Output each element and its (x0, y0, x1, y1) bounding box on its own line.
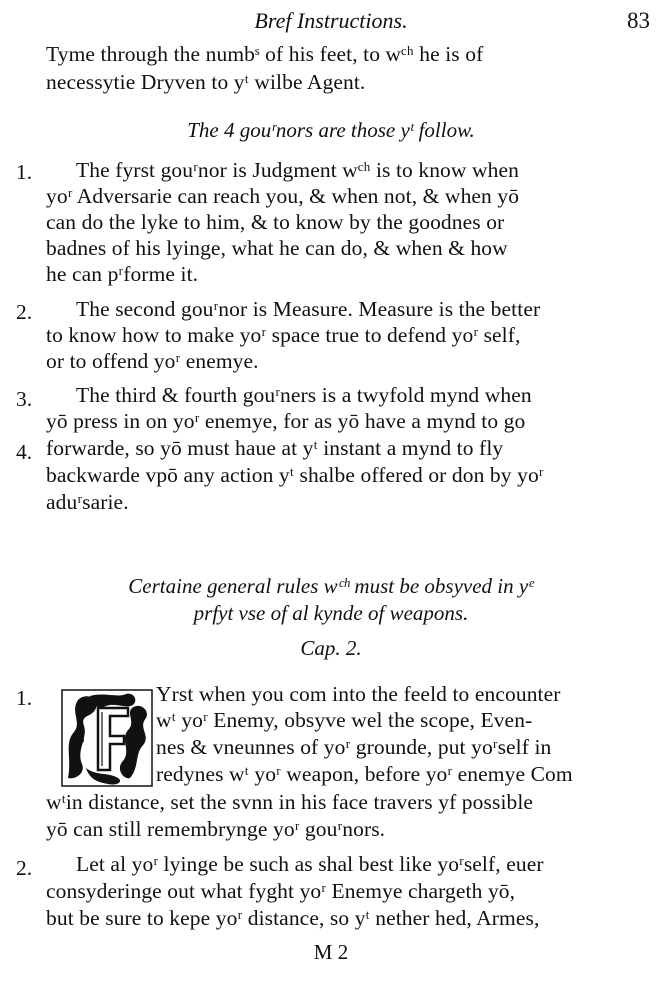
paragraph-line: Yrst when you com into the feeld to encounter (156, 682, 561, 706)
paragraph-line: he can pʳforme it. (46, 262, 199, 286)
item-number: 2. (16, 300, 33, 324)
intro-line: necessytie Dryven to yᵗ wilbe Agent. (46, 70, 366, 94)
paragraph-line: The third & fourth gouʳners is a twyfold mynd when (76, 383, 532, 407)
item-number: 4. (16, 440, 33, 464)
paragraph-line: but be sure to kepe yoʳ distance, so yᵗ nether hed, Armes, (46, 906, 540, 930)
paragraph-line: forwarde, so yō must haue at yᵗ instant a mynd to fly (46, 436, 504, 460)
paragraph-line: The fyrst gouʳnor is Judgment wᶜʰ is to know when (76, 158, 519, 182)
ornament-icon (60, 688, 154, 788)
intro-line: Tyme through the numbˢ of his feet, to wᶜʰ he is of (46, 42, 484, 66)
paragraph-line: The second gouʳnor is Measure. Measure is the better (76, 297, 541, 321)
section-heading-rules: Certaine general rules wᶜʰ must be obsyved in yᵉ (128, 574, 534, 598)
paragraph-line: backwarde vpō any action yᵗ shalbe offered or don by yoʳ (46, 463, 544, 487)
item-number: 1. (16, 160, 33, 184)
paragraph-line: to know how to make yoʳ space true to defend yoʳ self, (46, 323, 521, 347)
signature-mark: M 2 (313, 940, 349, 964)
paragraph-line: badnes of his lyinge, what he can do, & when & how (46, 236, 508, 260)
paragraph-line: or to offend yoʳ enemye. (46, 349, 259, 373)
item-number: 1. (16, 686, 33, 710)
paragraph-line: can do the lyke to him, & to know by the goodnes or (46, 210, 505, 234)
running-head (0, 6, 662, 36)
paragraph-line: wᵗ yoʳ Enemy, obsyve wel the scope, Even- (156, 708, 533, 732)
paragraph-line: aduʳsarie. (46, 490, 129, 514)
chapter-label: Cap. 2. (300, 636, 362, 660)
paragraph-line: wᵗin distance, set the svnn in his face travers yf possible (46, 790, 534, 814)
paragraph-line: yoʳ Adversarie can reach you, & when not, & when yō (46, 184, 520, 208)
paragraph-line: redynes wᵗ yoʳ weapon, before yoʳ enemye Com (156, 762, 573, 786)
section-heading-governors: The 4 gouʳnors are those yᵗ follow. (187, 118, 475, 142)
item-number: 2. (16, 856, 33, 880)
paragraph-line: consyderinge out what fyght yoʳ Enemye chargeth yō, (46, 879, 516, 903)
paragraph-line: Let al yoʳ lyinge be such as shal best like yoʳself, euer (76, 852, 544, 876)
paragraph-line: nes & vneunnes of yoʳ grounde, put yoʳself in (156, 735, 552, 759)
page-number: 83 (627, 8, 650, 33)
paragraph-line: yō can still remembrynge yoʳ gouʳnors. (46, 817, 386, 841)
item-number: 3. (16, 387, 33, 411)
paragraph-line: yō press in on yoʳ enemye, for as yō have a mynd to go (46, 409, 526, 433)
section-heading-rules: prfyt vse of al kynde of weapons. (193, 601, 469, 625)
decorated-initial-f (60, 688, 154, 788)
running-title: Bref Instructions. (254, 8, 408, 33)
